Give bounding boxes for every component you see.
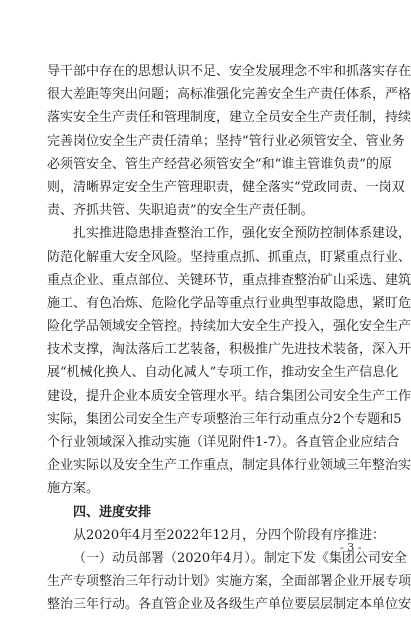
text-line: 技术支撑，淘汰落后工艺装备，积极推广先进技术装备，深入开 (47, 342, 411, 358)
body-text (47, 60, 411, 617)
text-line: 很大差距等突出问题；高标准强化完善安全生产责任体系，严格 (47, 87, 411, 103)
section-heading: 四、进度安排 (73, 504, 152, 520)
text-line: 扎实推进隐患排查整治工作，强化安全预防控制体系建设， (73, 226, 411, 242)
text-line: 防范化解重大安全风险。坚持重点抓、抓重点，盯紧重点行业、 (47, 249, 411, 265)
text-line: 施方案。 (47, 481, 100, 497)
text-line: 建设，提升企业本质安全管理水平。结合集团公司安全生产工作 (47, 388, 411, 404)
text-line: 整治三年行动。各直管企业及各级生产单位要层层制定本单位安 (47, 597, 411, 613)
page-number: - 3 - (340, 541, 362, 554)
text-line: 展“机械化换人、自动化减人”专项工作，推动安全生产信息化 (47, 365, 399, 381)
text-line: 企业实际以及安全生产工作重点，制定具体行业领域三年整治实 (47, 458, 411, 474)
text-line: 生产专项整治三年行动计划》实施方案，全面部署企业开展专项 (47, 574, 411, 590)
text-line: 个行业领域深入推动实施（详见附件1-7）。各直管企业应结合 (47, 435, 400, 450)
text-line: 必须管安全、管生产经营必须管安全”和“谁主管谁负责”的原 (47, 156, 392, 172)
text-line: 实际，集团公司安全生产专项整治三年行动重点分2个专题和5 (47, 411, 402, 427)
text-line: 则，清晰界定安全生产管理职责，健全落实“党政同责、一岗双 (47, 179, 405, 195)
text-line: 重点企业、重点部位、关键环节，重点排查整治矿山采选、建筑 (47, 272, 411, 288)
text-line: 落实安全生产责任和管理制度，建立全员安全生产责任制，持续 (47, 110, 411, 126)
text-line: 险化学品领域安全管控。持续加大安全生产投入，强化安全生产 (47, 319, 411, 335)
text-line: 从2020年4月至2022年12月，分四个阶段有序推进： (73, 527, 385, 543)
text-line: 责、齐抓共管、失职追责”的安全生产责任制。 (47, 203, 314, 219)
text-line: 施工、有色冶炼、危险化学品等重点行业典型事故隐患，紧盯危 (47, 295, 411, 311)
text-line: （一）动员部署（2020年4月）。制定下发《集团公司安全 (73, 550, 407, 566)
text-line: 导干部中存在的思想认识不足、安全发展理念不牢和抓落实存在 (47, 64, 411, 79)
text-line: 完善岗位安全生产责任清单；坚持“管行业必须管安全、管业务 (47, 133, 405, 149)
